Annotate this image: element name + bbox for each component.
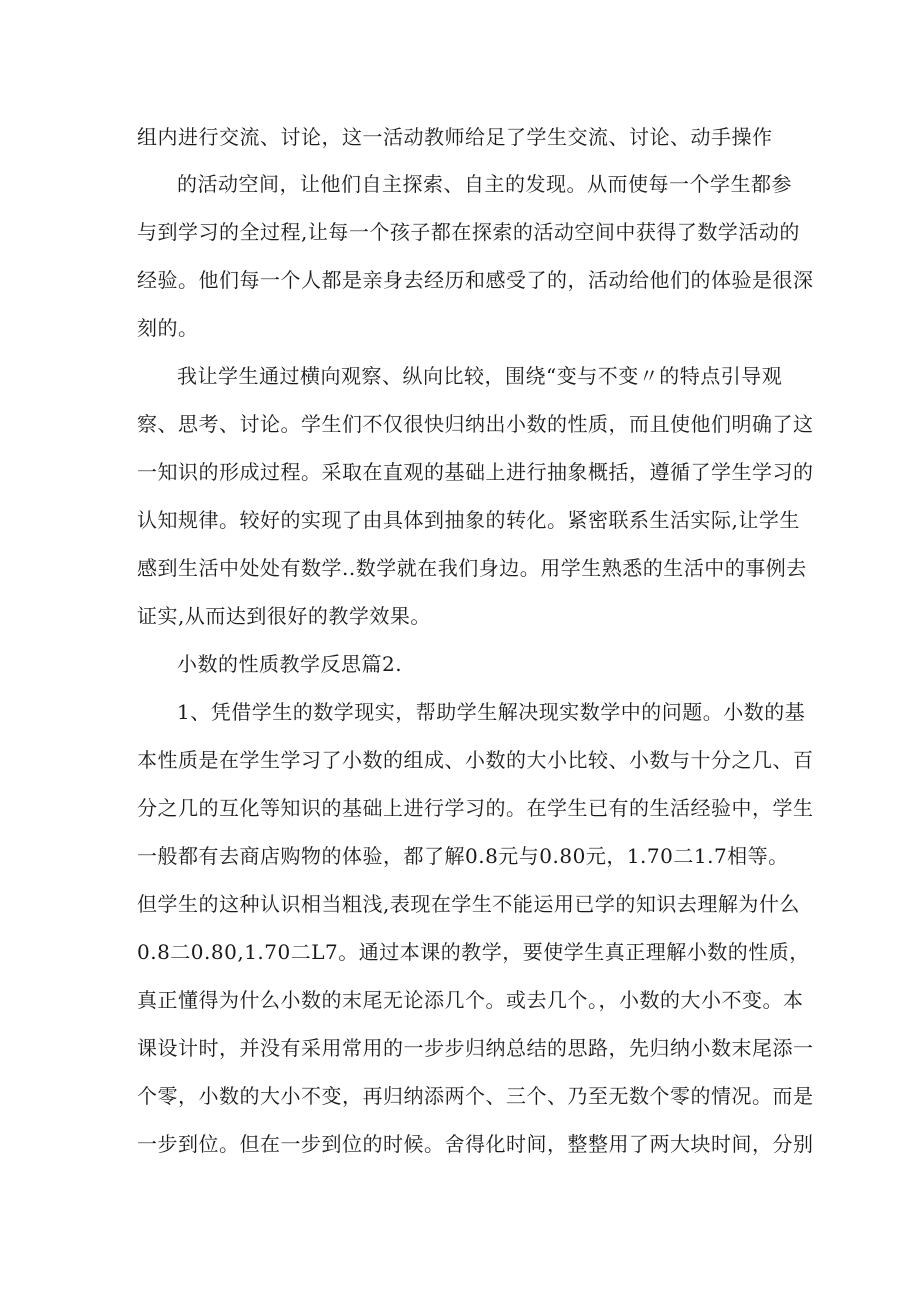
text-line: 的活动空间，让他们自主探索、自主的发现。从而使每一个学生都参	[177, 172, 792, 196]
text-line: 认知规律。较好的实现了由具体到抽象的转化。紧密联系生活实际,让学生	[137, 508, 800, 532]
text-line: 真正懂得为什么小数的末尾无论添几个。或去几个。，小数的大小不变。本	[137, 988, 804, 1012]
text-line: 一步到位。但在一步到位的时候。舍得化时间，整整用了两大块时间，分别	[137, 1132, 814, 1156]
text-line: 证实,从而达到很好的教学效果。	[137, 604, 431, 628]
text-line: 与到学习的全过程,让每一个孩子都在探索的活动空间中获得了数学活动的	[137, 220, 800, 244]
text-line: 感到生活中处处有数学..数学就在我们身边。用学生熟悉的生活中的事例去	[137, 556, 807, 580]
text-line: 一知识的形成过程。采取在直观的基础上进行抽象概括，遵循了学生学习的	[137, 460, 814, 484]
section-heading: 小数的性质教学反思篇2.	[177, 652, 403, 676]
text-line: 但学生的这种认识相当粗浅,表现在学生不能运用已学的知识去理解为什么	[137, 892, 800, 916]
text-line: 课设计时，并没有采用常用的一步步归纳总结的思路，先归纳小数末尾添一	[137, 1036, 814, 1060]
text-line: 个零，小数的大小不变，再归纳添两个、三个、乃至无数个零的情况。而是	[137, 1084, 814, 1108]
text-line: 经验。他们每一个人都是亲身去经历和感受了的，活动给他们的体验是很深	[137, 268, 814, 292]
text-line: 1、凭借学生的数学现实，帮助学生解决现实数学中的问题。小数的基	[177, 700, 806, 724]
text-line: 我让学生通过横向观察、纵向比较，围绕“变与不变〃的特点引导观	[177, 364, 783, 388]
text-line: 分之几的互化等知识的基础上进行学习的。在学生已有的生活经验中，学生	[137, 796, 814, 820]
text-line: 组内进行交流、讨论，这一活动教师给足了学生交流、讨论、动手操作	[137, 125, 773, 149]
text-line: 本性质是在学生学习了小数的组成、小数的大小比较、小数与十分之几、百	[137, 748, 814, 772]
text-line: 一般都有去商店购物的体验，都了解0.8元与0.80元，1.70二1.7相等。	[137, 844, 789, 868]
text-line: 察、思考、讨论。学生们不仅很快归纳出小数的性质，而且使他们明确了这	[137, 412, 814, 436]
text-line: 刻的。	[137, 316, 199, 340]
text-line: 0.8二0.80,1.70二L7。通过本课的教学，要使学生真正理解小数的性质，	[137, 940, 810, 964]
